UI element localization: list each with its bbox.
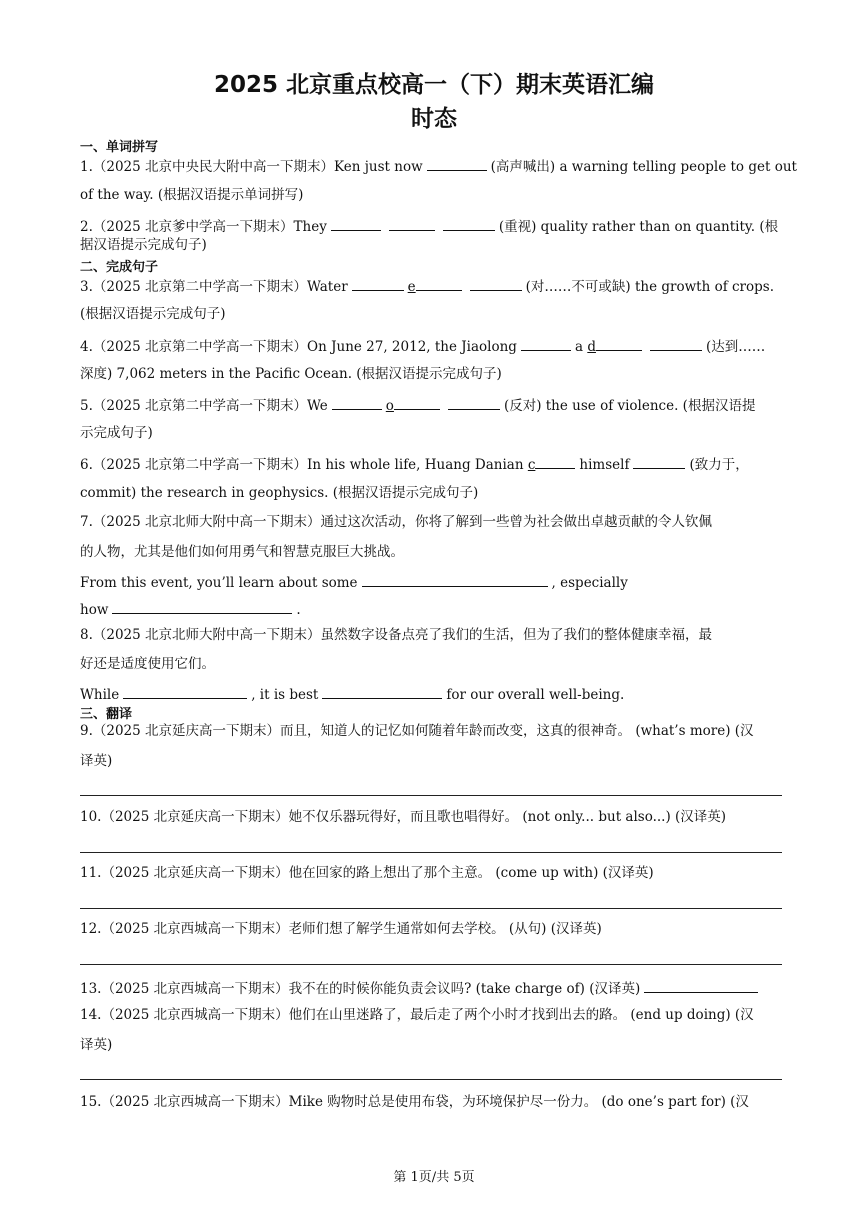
hint-letter: d (587, 339, 596, 355)
answer-blank[interactable] (427, 156, 487, 171)
answer-blank[interactable] (596, 336, 642, 351)
question-3-line-1: 3.（2025 北京第二中学高一下期末）Water e (对……不可或缺) the growth of crops. (80, 276, 792, 296)
section-heading-2: 二、完成句子 (80, 260, 159, 275)
question-11-line-1: 11.（2025 北京延庆高一下期末）他在回家的路上想出了那个主意。 (come up with) (汉译英) (80, 865, 654, 881)
answer-line[interactable] (80, 908, 782, 909)
question-7-line-1: 7.（2025 北京北师大附中高一下期末）通过这次活动，你将了解到一些曾为社会做出卓越贡献的令人钦佩 (80, 514, 713, 530)
section-heading-1: 一、单词拼写 (80, 140, 159, 155)
question-1-line-2: of the way. (根据汉语提示单词拼写) (80, 187, 304, 203)
answer-line[interactable] (80, 852, 782, 853)
answer-blank[interactable] (352, 276, 404, 291)
question-7-line-3: From this event, you’ll learn about some , especially (80, 572, 792, 592)
answer-blank[interactable] (644, 976, 758, 993)
question-2-line-1: 2.（2025 北京爹中学高一下期末）They (重视) quality rather than on quantity. (根 (80, 216, 792, 236)
question-8-line-3: While , it is best for our overall well-being. (80, 684, 792, 704)
answer-blank[interactable] (443, 216, 495, 231)
hint-letter: c (527, 457, 536, 473)
question-15-line-1: 15.（2025 北京西城高一下期末）Mike 购物时总是使用布袋，为环境保护尽一份力。 (do one’s part for) (汉 (80, 1094, 749, 1110)
section-heading-3: 三、翻译 (80, 707, 133, 722)
question-5-line-2: 示完成句子) (80, 425, 153, 441)
answer-line[interactable] (80, 964, 782, 965)
question-6-line-1: 6.（2025 北京第二中学高一下期末）In his whole life, Huang Danian c himself (致力于， (80, 454, 792, 474)
hint-letter: e (407, 279, 416, 295)
answer-blank[interactable] (332, 395, 382, 410)
question-10-line-1: 10.（2025 北京延庆高一下期末）她不仅乐器玩得好，而且歌也唱得好。 (not only... but also...) (汉译英) (80, 809, 727, 825)
answer-line[interactable] (80, 1079, 782, 1080)
question-7-line-2: 的人物，尤其是他们如何用勇气和智慧克服巨大挑战。 (80, 544, 404, 560)
question-12-line-1: 12.（2025 北京西城高一下期末）老师们想了解学生通常如何去学校。 (从句) (汉译英) (80, 921, 602, 937)
question-14-line-2: 译英) (80, 1037, 113, 1053)
answer-blank[interactable] (650, 336, 702, 351)
answer-blank[interactable] (521, 336, 571, 351)
answer-blank[interactable] (322, 684, 442, 699)
document-title: 2025 北京重点校高一（下）期末英语汇编 (213, 72, 655, 98)
document-subtitle: 时态 (411, 106, 457, 132)
question-4-line-2: 深度) 7,062 meters in the Pacific Ocean. (根据汉语提示完成句子) (80, 366, 502, 382)
question-9-line-1: 9.（2025 北京延庆高一下期末）而且，知道人的记忆如何随着年龄而改变，这真的很神奇。 (what’s more) (汉 (80, 723, 754, 739)
question-2-line-2: 据汉语提示完成句子) (80, 237, 207, 253)
page-number: 第 1页/共 5页 (393, 1170, 475, 1185)
question-1-line-1: 1.（2025 北京中央民大附中高一下期末）Ken just now (高声喊出) a warning telling people to get out (80, 156, 792, 176)
answer-blank[interactable] (331, 216, 381, 231)
question-3-line-2: (根据汉语提示完成句子) (80, 306, 226, 322)
question-8-line-2: 好还是适度使用它们。 (80, 656, 215, 672)
hint-letter: o (385, 398, 394, 414)
answer-line[interactable] (80, 795, 782, 796)
answer-blank[interactable] (389, 216, 435, 231)
answer-blank[interactable] (633, 454, 685, 469)
question-14-line-1: 14.（2025 北京西城高一下期末）他们在山里迷路了，最后走了两个小时才找到出去的路。 (end up doing) (汉 (80, 1007, 754, 1023)
question-6-line-2: commit) the research in geophysics. (根据汉语提示完成句子) (80, 485, 479, 501)
answer-blank[interactable] (448, 395, 500, 410)
answer-blank[interactable] (123, 684, 247, 699)
question-8-line-1: 8.（2025 北京北师大附中高一下期末）虽然数字设备点亮了我们的生活，但为了我们的整体健康幸福，最 (80, 627, 713, 643)
answer-blank[interactable] (112, 599, 292, 614)
question-4-line-1: 4.（2025 北京第二中学高一下期末）On June 27, 2012, the Jiaolong a d (达到…… (80, 336, 792, 356)
question-5-line-1: 5.（2025 北京第二中学高一下期末）We o (反对) the use of violence. (根据汉语提 (80, 395, 792, 415)
answer-blank[interactable] (470, 276, 522, 291)
answer-blank[interactable] (362, 572, 548, 587)
answer-blank[interactable] (394, 395, 440, 410)
question-9-line-2: 译英) (80, 753, 113, 769)
question-13-line-1: 13.（2025 北京西城高一下期末）我不在的时候你能负责会议吗? (take charge of) (汉译英) (80, 976, 792, 998)
question-7-line-4: how . (80, 599, 792, 619)
answer-blank[interactable] (416, 276, 462, 291)
answer-blank[interactable] (535, 454, 575, 469)
